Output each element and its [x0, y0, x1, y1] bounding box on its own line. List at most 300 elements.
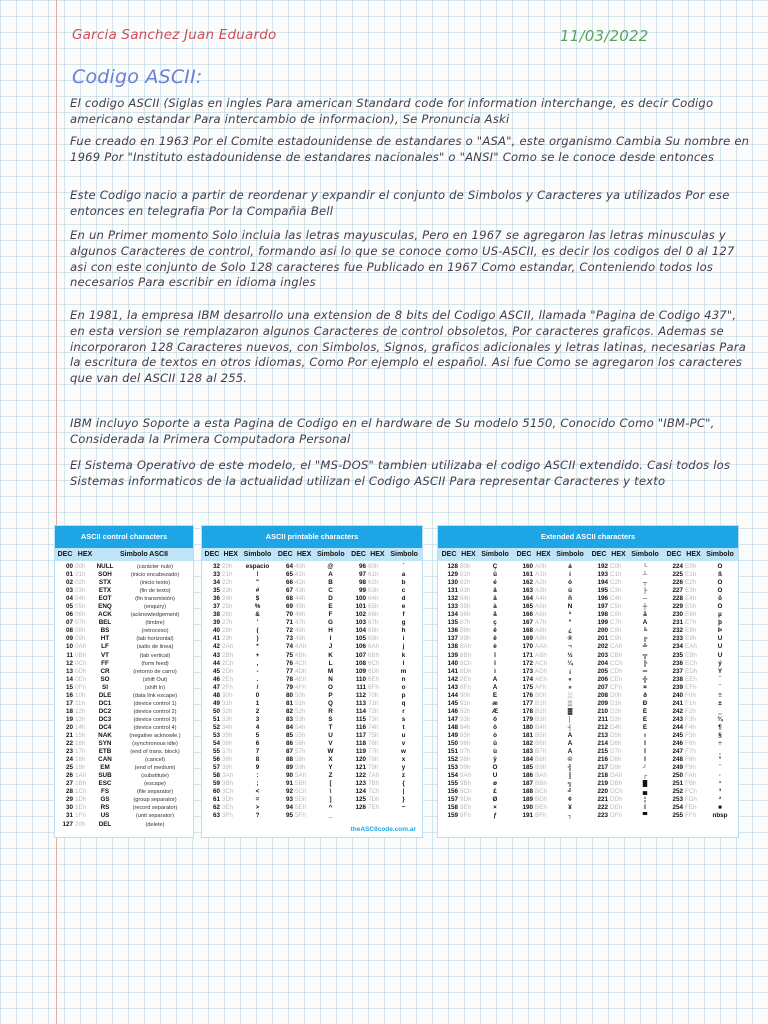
- description-cell: (delete): [145, 821, 165, 828]
- description-cell: (negative acknowle.): [129, 732, 181, 739]
- hex-cell: D0h: [610, 691, 622, 699]
- symbol-cell: ã: [643, 611, 647, 619]
- hex-cell: F4h: [685, 723, 696, 731]
- description-cell: (file separator): [136, 789, 174, 796]
- table-row: [202, 764, 422, 772]
- hex-cell: 9Eh: [460, 804, 472, 812]
- dec-cell: 22: [65, 740, 73, 748]
- dec-cell: 83: [285, 715, 293, 723]
- table-row: [55, 660, 193, 668]
- hex-cell: BBh: [535, 780, 547, 788]
- hex-cell: 42h: [295, 579, 306, 587]
- symbol-cell: $: [255, 595, 260, 603]
- symbol-cell: d: [401, 595, 406, 603]
- symbol-cell: EM: [100, 764, 110, 772]
- hex-cell: 13h: [75, 715, 86, 723]
- dec-cell: 164: [522, 595, 533, 603]
- dec-cell: 172: [522, 659, 533, 667]
- dec-cell: 149: [447, 731, 458, 739]
- printable-characters-table: [201, 525, 423, 838]
- hex-cell: 3Bh: [222, 780, 234, 788]
- symbol-cell: Ô: [717, 579, 723, 587]
- symbol-cell: Ö: [492, 764, 498, 772]
- symbol-cell: Ä: [492, 675, 498, 683]
- hex-cell: ACh: [535, 659, 548, 667]
- hex-cell: 83h: [460, 587, 471, 595]
- hex-cell: C6h: [610, 611, 622, 619]
- symbol-cell: å: [493, 611, 497, 619]
- hex-cell: 08h: [75, 627, 86, 635]
- table-row: [202, 812, 422, 820]
- symbol-cell: ë: [493, 635, 497, 643]
- hex-cell: 44h: [295, 595, 306, 603]
- symbol-cell: [: [329, 780, 332, 788]
- hex-cell: 56h: [295, 740, 306, 748]
- table-row: [438, 635, 738, 643]
- hex-cell: BEh: [535, 804, 547, 812]
- hex-cell: 71h: [368, 699, 379, 707]
- dec-cell: 185: [522, 764, 533, 772]
- hex-cell: 98h: [460, 756, 471, 764]
- hex-cell: B5h: [535, 731, 547, 739]
- description-cell: (shift Out): [142, 676, 168, 683]
- symbol-cell: STX: [98, 579, 112, 587]
- hex-cell: 31h: [222, 699, 233, 707]
- symbol-cell: 2: [255, 707, 260, 715]
- hex-cell: 54h: [295, 723, 306, 731]
- hex-cell: 5Fh: [295, 812, 306, 820]
- table-row: [202, 772, 422, 780]
- hex-cell: 57h: [295, 748, 306, 756]
- symbol-cell: Å: [492, 683, 498, 691]
- dec-cell: 89: [285, 764, 293, 772]
- table-row: [202, 595, 422, 603]
- symbol-cell: Ç: [492, 563, 498, 570]
- hex-cell: 21h: [222, 571, 233, 579]
- symbol-cell: Ó: [717, 563, 723, 570]
- dec-cell: 241: [672, 699, 683, 707]
- symbol-cell: £: [493, 788, 497, 796]
- hex-cell: 1Dh: [75, 796, 87, 804]
- symbol-cell: â: [493, 587, 497, 595]
- hex-cell: 45h: [295, 603, 306, 611]
- symbol-cell: █: [642, 780, 648, 788]
- dec-cell: 21: [65, 731, 73, 739]
- dec-cell: 251: [672, 780, 683, 788]
- hex-cell: 8Eh: [460, 675, 472, 683]
- symbol-cell: ¬: [568, 643, 572, 651]
- table-rows: [202, 561, 422, 821]
- hex-cell: ADh: [535, 667, 548, 675]
- hex-cell: C9h: [610, 635, 622, 643]
- symbol-cell: ß: [718, 571, 722, 579]
- hex-cell: 40h: [295, 563, 306, 570]
- table-row: [438, 796, 738, 804]
- dec-cell: 54: [212, 740, 220, 748]
- hex-cell: 35h: [222, 731, 233, 739]
- symbol-cell: ü: [493, 571, 497, 579]
- symbol-cell: æ: [492, 699, 498, 707]
- symbol-cell: ½: [567, 651, 573, 659]
- table-row: [438, 764, 738, 772]
- table-row: [202, 603, 422, 611]
- dec-cell: 192: [597, 563, 608, 570]
- hex-cell: 5Ah: [295, 772, 307, 780]
- dec-cell: 210: [597, 707, 608, 715]
- dec-cell: 110: [355, 675, 366, 683]
- dec-cell: 24: [65, 756, 73, 764]
- hex-cell: 2Ch: [222, 659, 234, 667]
- hex-cell: 84h: [460, 595, 471, 603]
- hex-cell: 17h: [75, 748, 86, 756]
- hex-cell: FCh: [685, 788, 697, 796]
- hex-cell: 6Ch: [368, 659, 380, 667]
- table-row: [202, 635, 422, 643]
- symbol-cell: ¶: [718, 723, 722, 731]
- hex-cell: CEh: [610, 675, 623, 683]
- hex-cell: 36h: [222, 740, 233, 748]
- table-row: [202, 660, 422, 668]
- symbol-cell: G: [328, 619, 333, 627]
- symbol-cell: _: [328, 812, 333, 820]
- dec-cell: 236: [672, 659, 683, 667]
- symbol-cell: -: [256, 667, 259, 675]
- dec-cell: 18: [65, 707, 73, 715]
- dec-cell: 207: [597, 683, 608, 691]
- hex-cell: 27h: [222, 619, 233, 627]
- symbol-cell: ª: [568, 611, 572, 619]
- hex-cell: C8h: [610, 627, 622, 635]
- table-row: [55, 668, 193, 676]
- symbol-cell: ý: [718, 659, 722, 667]
- symbol-cell: l: [402, 659, 405, 667]
- table-row: [55, 740, 193, 748]
- dec-cell: 158: [447, 804, 458, 812]
- hex-cell: 4Bh: [295, 651, 307, 659]
- symbol-cell: C: [328, 587, 333, 595]
- description-cell: (substitute): [141, 773, 169, 780]
- dec-cell: 213: [597, 731, 608, 739]
- hex-cell: 74h: [368, 723, 379, 731]
- dec-cell: 64: [285, 563, 293, 570]
- dec-cell: 134: [447, 611, 458, 619]
- description-cell: (enquiry): [143, 604, 167, 611]
- paragraph-7: El Sistema Operativo de este modelo, el "MS-DOS" tambien utilizaba el codigo ASCII extendido. Casi todos los Sistemas informaticos de la actualidad utilizan el Codigo ASCII Para representar Caracteres y texto: [70, 458, 731, 488]
- table-row: [438, 732, 738, 740]
- symbol-cell: g: [401, 619, 406, 627]
- hex-cell: E6h: [685, 611, 697, 619]
- table-row: [55, 643, 193, 651]
- author-name: Garcia Sanchez Juan Eduardo: [72, 27, 277, 43]
- hex-cell: 6Ah: [368, 643, 380, 651]
- symbol-cell: ╗: [567, 780, 573, 788]
- symbol-cell: ACK: [98, 611, 112, 619]
- hex-cell: 4Fh: [295, 683, 306, 691]
- symbol-cell: í: [569, 571, 571, 579]
- symbol-cell: D: [328, 595, 333, 603]
- symbol-cell: Ò: [717, 587, 723, 595]
- hex-cell: F5h: [685, 731, 696, 739]
- table-row: [55, 603, 193, 611]
- symbol-cell: ¾: [717, 715, 723, 723]
- dec-cell: 81: [285, 699, 293, 707]
- source-footer: theASCIIcode.com.ar: [350, 826, 416, 833]
- symbol-cell: └: [642, 563, 648, 570]
- hex-cell: 7Dh: [368, 796, 380, 804]
- dec-cell: 13: [65, 667, 73, 675]
- symbol-cell: FS: [100, 788, 110, 796]
- symbol-cell: N: [328, 675, 333, 683]
- dec-cell: 204: [597, 659, 608, 667]
- hex-cell: FAh: [685, 772, 697, 780]
- dec-cell: 188: [522, 788, 533, 796]
- hex-cell: 02h: [75, 579, 86, 587]
- dec-cell: 235: [672, 651, 683, 659]
- dec-cell: 108: [355, 659, 366, 667]
- dec-cell: 03: [65, 587, 73, 595]
- dec-cell: 123: [355, 780, 366, 788]
- hex-cell: C7h: [610, 619, 622, 627]
- symbol-cell: ': [256, 619, 259, 627]
- symbol-cell: ┘: [642, 764, 648, 772]
- table-row: [202, 732, 422, 740]
- hex-cell: C2h: [610, 579, 622, 587]
- symbol-cell: 8: [255, 756, 260, 764]
- dec-cell: 40: [212, 627, 220, 635]
- dec-cell: 209: [597, 699, 608, 707]
- dec-cell: 59: [212, 780, 220, 788]
- dec-cell: 152: [447, 756, 458, 764]
- symbol-cell: @: [327, 563, 334, 570]
- hex-cell: 3Ah: [222, 772, 234, 780]
- symbol-cell: BS: [100, 627, 110, 635]
- notebook-margin-line: [56, 0, 57, 1024]
- hex-cell: 79h: [368, 764, 379, 772]
- hex-cell: 91h: [460, 699, 471, 707]
- symbol-cell: ─: [642, 595, 648, 603]
- dec-cell: 48: [212, 691, 220, 699]
- table-row: [438, 676, 738, 684]
- dec-cell: 145: [447, 699, 458, 707]
- dec-cell: 221: [597, 796, 608, 804]
- dec-cell: 194: [597, 579, 608, 587]
- symbol-cell: ì: [494, 667, 496, 675]
- symbol-cell: <: [255, 788, 260, 796]
- symbol-cell: Ý: [717, 667, 723, 675]
- dec-cell: 45: [212, 667, 220, 675]
- symbol-cell: é: [493, 579, 497, 587]
- hex-cell: 20h: [222, 563, 233, 570]
- symbol-cell: }: [402, 796, 405, 804]
- column-header: DEC: [516, 551, 532, 558]
- table-row: [55, 796, 193, 804]
- dec-cell: 84: [285, 723, 293, 731]
- table-row: [55, 716, 193, 724]
- hex-cell: C4h: [610, 595, 622, 603]
- hex-cell: 26h: [222, 611, 233, 619]
- extended-characters-table: [437, 525, 739, 838]
- column-header: DEC: [666, 551, 682, 558]
- symbol-cell: ?: [255, 812, 260, 820]
- symbol-cell: ¸: [718, 748, 722, 756]
- hex-cell: 78h: [368, 756, 379, 764]
- description-cell: (synchronous idle): [132, 741, 178, 748]
- paragraph-5: En 1981, la empresa IBM desarrollo una extension de 8 bits del Codigo ASCII, llamada "Pagina de Codigo 437", en esta version se remplazaron algunos Caracteres de control obsoletos, Por caracteres graficos. Ademas se incorporaron 128 Caracteres nuevos, con Simbolos, Signos, graficos adicionales y letras latinas, necesarias Para la escritura de textos en otros idiomas, Como Por ejemplo el español. Asi fue Como se agregaron los caracteres que van del ASCII 128 al 255.: [70, 308, 747, 386]
- hex-cell: 61h: [368, 571, 379, 579]
- symbol-cell: ¼: [567, 659, 573, 667]
- symbol-cell: ¦: [644, 796, 646, 804]
- hex-cell: 8Ah: [460, 643, 472, 651]
- dec-cell: 180: [522, 723, 533, 731]
- dec-cell: 88: [285, 756, 293, 764]
- symbol-cell: q: [401, 699, 406, 707]
- table-row: [438, 780, 738, 788]
- symbol-cell: [386, 812, 421, 820]
- hex-cell: 0Bh: [75, 651, 87, 659]
- hex-cell: D9h: [610, 764, 622, 772]
- dec-cell: 243: [672, 715, 683, 723]
- dec-cell: 177: [522, 699, 533, 707]
- table-row: [438, 571, 738, 579]
- dec-cell: 231: [672, 619, 683, 627]
- table-rows: [438, 561, 738, 821]
- symbol-cell: W: [327, 748, 334, 756]
- dec-cell: 50: [212, 707, 220, 715]
- symbol-cell: Ü: [492, 772, 498, 780]
- symbol-cell: |: [402, 788, 405, 796]
- hex-cell: 04h: [75, 595, 86, 603]
- symbol-cell: ▀: [642, 812, 648, 820]
- dec-cell: 139: [447, 651, 458, 659]
- dec-cell: 87: [285, 748, 293, 756]
- dec-cell: 165: [522, 603, 533, 611]
- hex-cell: 39h: [222, 764, 233, 772]
- hex-cell: 51h: [295, 699, 306, 707]
- symbol-cell: /: [256, 683, 259, 691]
- table-row: [202, 740, 422, 748]
- dec-cell: 184: [522, 756, 533, 764]
- hex-cell: 3Dh: [222, 796, 234, 804]
- dec-cell: 77: [285, 667, 293, 675]
- dec-cell: 169: [522, 635, 533, 643]
- dec-cell: 156: [447, 788, 458, 796]
- hex-cell: A7h: [535, 619, 547, 627]
- table-row: [438, 748, 738, 756]
- dec-cell: 151: [447, 748, 458, 756]
- hex-cell: 03h: [75, 587, 86, 595]
- dec-cell: 186: [522, 772, 533, 780]
- hex-cell: FBh: [685, 780, 697, 788]
- symbol-cell: :: [256, 772, 259, 780]
- symbol-cell: ±: [718, 699, 722, 707]
- hex-cell: 5Eh: [295, 804, 307, 812]
- dec-cell: 01: [65, 571, 73, 579]
- dec-cell: 20: [65, 723, 73, 731]
- symbol-cell: 4: [255, 723, 260, 731]
- symbol-cell: ³: [718, 788, 722, 796]
- dec-cell: 78: [285, 675, 293, 683]
- dec-cell: 100: [355, 595, 366, 603]
- table-row: [438, 692, 738, 700]
- hex-cell: 82h: [460, 579, 471, 587]
- hex-cell: 11h: [75, 699, 86, 707]
- dec-cell: 250: [672, 772, 683, 780]
- hex-cell: C3h: [610, 587, 622, 595]
- dec-cell: 239: [672, 683, 683, 691]
- symbol-cell: SOH: [98, 571, 112, 579]
- hex-cell: ABh: [535, 651, 547, 659]
- dec-cell: 150: [447, 740, 458, 748]
- dec-cell: 35: [212, 587, 220, 595]
- dec-cell: 90: [285, 772, 293, 780]
- dec-cell: 121: [355, 764, 366, 772]
- hex-cell: C0h: [610, 563, 622, 570]
- dec-cell: 66: [285, 579, 293, 587]
- dec-cell: 155: [447, 780, 458, 788]
- hex-cell: 38h: [222, 756, 233, 764]
- table-row: [55, 676, 193, 684]
- dec-cell: 07: [65, 619, 73, 627]
- dec-cell: 113: [355, 699, 366, 707]
- table-row: [202, 652, 422, 660]
- dec-cell: 11: [66, 651, 73, 659]
- column-header: HEX: [370, 551, 385, 558]
- dec-cell: 195: [597, 587, 608, 595]
- symbol-cell: \: [329, 788, 332, 796]
- description-cell: (inicio texto): [139, 580, 171, 587]
- hex-cell: 62h: [368, 579, 379, 587]
- hex-cell: 0Dh: [75, 667, 87, 675]
- table-row: [438, 652, 738, 660]
- symbol-cell: K: [328, 651, 333, 659]
- hex-cell: 7Ch: [368, 788, 380, 796]
- hex-cell: D8h: [610, 756, 622, 764]
- hex-cell: 9Ah: [460, 772, 472, 780]
- dec-cell: 37: [212, 603, 220, 611]
- dec-cell: 02: [65, 579, 73, 587]
- table-row: [55, 571, 193, 579]
- symbol-cell: Ù: [717, 651, 723, 659]
- hex-cell: 1Ah: [75, 772, 87, 780]
- symbol-cell: p: [401, 691, 406, 699]
- dec-cell: 225: [672, 571, 683, 579]
- dec-cell: 102: [355, 611, 366, 619]
- table-row: [438, 579, 738, 587]
- dec-cell: 76: [285, 659, 293, 667]
- symbol-cell: ESC: [98, 780, 112, 788]
- symbol-cell: ■: [718, 804, 722, 812]
- hex-cell: DEh: [610, 804, 623, 812]
- symbol-cell: DC3: [98, 715, 112, 723]
- dec-cell: 112: [355, 691, 366, 699]
- dec-cell: 67: [285, 587, 293, 595]
- symbol-cell: CAN: [98, 756, 112, 764]
- hex-cell: 75h: [368, 731, 379, 739]
- table-title: Extended ASCII characters: [438, 526, 738, 548]
- dec-cell: 211: [597, 715, 608, 723]
- dec-cell: 137: [447, 635, 458, 643]
- dec-cell: 99: [358, 587, 366, 595]
- symbol-cell: .: [256, 675, 259, 683]
- hex-cell: 8Fh: [460, 683, 471, 691]
- hex-cell: 53h: [295, 715, 306, 723]
- symbol-cell: DC4: [98, 723, 112, 731]
- hex-cell: 4Dh: [295, 667, 307, 675]
- symbol-cell: ENQ: [98, 603, 112, 611]
- table-row: [202, 796, 422, 804]
- dec-cell: 114: [355, 707, 366, 715]
- table-title: ASCII printable characters: [202, 526, 422, 548]
